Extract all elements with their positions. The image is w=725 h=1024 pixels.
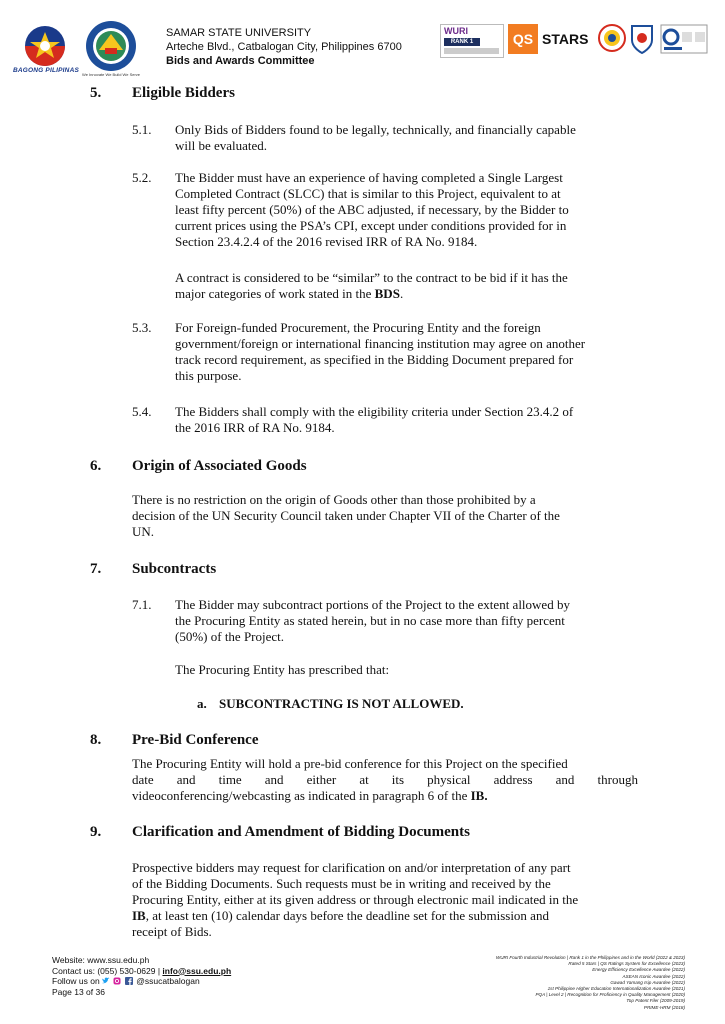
university-name: SAMAR STATE UNIVERSITY: [166, 27, 312, 39]
clause-7-1-number: 7.1.: [132, 597, 152, 612]
word: and: [555, 772, 575, 787]
award-line: ASEAN Iconic Awardee (2022): [622, 973, 685, 979]
footer-contact: [52, 955, 231, 997]
text-run: videoconferencing/webcasting as indicated in paragraph 6 of the: [132, 788, 471, 803]
section-6-title: Origin of Associated Goods: [132, 458, 307, 474]
qs-logo: QS: [508, 24, 538, 54]
bds-reference: BDS: [374, 286, 400, 301]
section-6-text: [132, 492, 638, 540]
text-line: track record requirement, as specified in the Bidding Document prepared for: [175, 352, 574, 367]
word: its: [391, 772, 405, 787]
text-line: The Bidder must have an experience of having completed a Single Largest: [175, 170, 563, 185]
text-line: [175, 286, 638, 302]
section-5-title: Eligible Bidders: [132, 85, 235, 101]
award-line: PRIME-HRM (2018): [643, 1004, 685, 1010]
text-line: (50%) of the Project.: [175, 629, 285, 644]
word: physical: [427, 772, 471, 787]
word: and: [264, 772, 284, 787]
text-run: , at least ten (10) calendar days before the deadline set for the submission and: [145, 908, 549, 923]
award-line: Top Patent Filer (2009-2019): [626, 998, 685, 1004]
text-line: Only Bids of Bidders found to be legally, technically, and financially capable: [175, 122, 576, 137]
clause-5-3-text: [175, 320, 638, 384]
website-link[interactable]: Website: www.ssu.edu.ph: [52, 955, 150, 965]
social-handle[interactable]: @ssucatbalogan: [136, 976, 200, 987]
award-line: Energy Efficiency Excellence Awardee (2022): [592, 967, 685, 973]
section-9-title: Clarification and Amendment of Bidding Documents: [132, 824, 470, 840]
section-8-number: 8.: [90, 732, 102, 748]
subcontracting-rule: SUBCONTRACTING IS NOT ALLOWED.: [219, 696, 464, 711]
section-9-text: [132, 860, 638, 940]
section-8-text: [132, 756, 638, 804]
text-line: the 2016 IRR of RA No. 9184.: [175, 420, 335, 435]
word: time: [218, 772, 242, 787]
text-line: receipt of Bids.: [132, 924, 212, 939]
contact-line: [52, 966, 231, 977]
follow-line: [52, 976, 231, 987]
wur-rank: RANK 1: [444, 38, 480, 46]
page-number: Page 13 of 36: [52, 986, 105, 997]
section-6-number: 6.: [90, 458, 102, 474]
twitter-icon[interactable]: [102, 977, 110, 985]
word: through: [597, 772, 638, 787]
phone-text: Contact us: (055) 530-0629 |: [52, 965, 163, 976]
text-line: least fifty percent (50%) of the ABC adjusted, if necessary, by the Bidder to: [175, 202, 569, 217]
ib-reference: IB.: [470, 788, 488, 803]
text-line: the Procuring Entity as stated herein, but in no case more than fifty percent: [175, 613, 565, 628]
list-marker-a: a.: [197, 696, 207, 711]
word: address: [493, 772, 533, 787]
ib-reference: IB: [132, 908, 146, 923]
similar-contract-note: [175, 270, 638, 302]
instagram-icon[interactable]: [113, 977, 121, 985]
text-line: The Bidder may subcontract portions of the Project to the extent allowed by: [175, 597, 570, 612]
award-line: 1st Philippine Higher Education Internationalization Awardee (2021): [547, 986, 685, 992]
section-7-title: Subcontracts: [132, 561, 217, 577]
text-run: major categories of work stated in the: [175, 286, 375, 301]
text-line: [132, 908, 638, 924]
section-8-title: Pre-Bid Conference: [132, 732, 259, 748]
qs-stars-label: STARS: [542, 31, 589, 47]
text-line: Prospective bidders may request for clarification on and/or interpretation of any part: [132, 860, 571, 875]
award-line: Gawad Yamang Isip Awardee (2022): [610, 979, 685, 985]
clause-5-2-number: 5.2.: [132, 170, 152, 185]
university-address: Arteche Blvd., Catbalogan City, Philippines 6700: [166, 41, 402, 53]
text-line: The Bidders shall comply with the eligibility criteria under Section 23.4.2 of: [175, 404, 574, 419]
text-line: current prices using the PSA’s CPI, except under conditions provided for in: [175, 218, 567, 233]
text-line: this purpose.: [175, 368, 242, 383]
clause-5-1-text: [175, 122, 638, 154]
text-run: .: [399, 286, 404, 301]
email-link[interactable]: info@ssu.edu.ph: [162, 965, 232, 976]
text-line: Procuring Entity, either at its given address or through electronic mail indicated in the: [132, 892, 579, 907]
text-line: government/foreign or international financing institution may agree on another: [175, 336, 586, 351]
footer-awards: [385, 955, 685, 1011]
text-line: For Foreign-funded Procurement, the Procuring Entity and the foreign: [175, 320, 541, 335]
clause-5-4-number: 5.4.: [132, 404, 152, 419]
text-line: Section 23.4.2.4 of the 2016 revised IRR of RA No. 9184.: [175, 234, 478, 249]
word: date: [132, 772, 154, 787]
clause-5-2-text: [175, 170, 638, 250]
text-line: will be evaluated.: [175, 138, 268, 153]
wur-label: WURI: [444, 26, 468, 36]
facebook-icon[interactable]: [125, 977, 133, 985]
word: either: [306, 772, 337, 787]
text-line: A contract is considered to be “similar” to the contract to be bid if it has the: [175, 270, 568, 285]
award-line: PQA | Level 2 | Recognition for Proficiency in Quality Management (2020): [535, 992, 685, 998]
section-9-number: 9.: [90, 824, 102, 840]
section-5-number: 5.: [90, 85, 102, 101]
text-line: [132, 788, 638, 804]
text-line: There is no restriction on the origin of Goods other than those prohibited by a: [132, 492, 536, 507]
award-line: WURI Fourth Industrial Revolution | Rank 1 in the Philippines and in the World (2022 & 2023): [495, 955, 685, 960]
bagong-pilipinas-label: BAGONG PILIPINAS: [12, 67, 80, 74]
text-line: The Procuring Entity will hold a pre-bid conference for this Project on the specified: [132, 756, 568, 771]
text-line-justified: [132, 772, 638, 788]
text-line: UN.: [132, 524, 155, 539]
clause-5-3-number: 5.3.: [132, 320, 152, 335]
award-line: Rated 5 Stars | QS Ratings System for Excellence (2023): [568, 961, 685, 967]
clause-5-1-number: 5.1.: [132, 122, 152, 137]
section-7-number: 7.: [90, 561, 102, 577]
word: and: [176, 772, 196, 787]
prescribed-note: The Procuring Entity has prescribed that:: [175, 662, 390, 677]
text-line: of the Bidding Documents. Such requests must be in writing and received by the: [132, 876, 551, 891]
word: at: [359, 772, 369, 787]
text-line: decision of the UN Security Council taken under Chapter VII of the Charter of the: [132, 508, 560, 523]
clause-7-1-text: [175, 597, 638, 645]
seal-tagline: We Innovate We Build We Serve: [82, 72, 141, 77]
follow-label: Follow us on: [52, 976, 103, 987]
office-name: Bids and Awards Committee: [166, 55, 315, 67]
clause-5-4-text: [175, 404, 638, 436]
text-line: Completed Contract (SLCC) that is similar to this Project, equivalent to at: [175, 186, 561, 201]
